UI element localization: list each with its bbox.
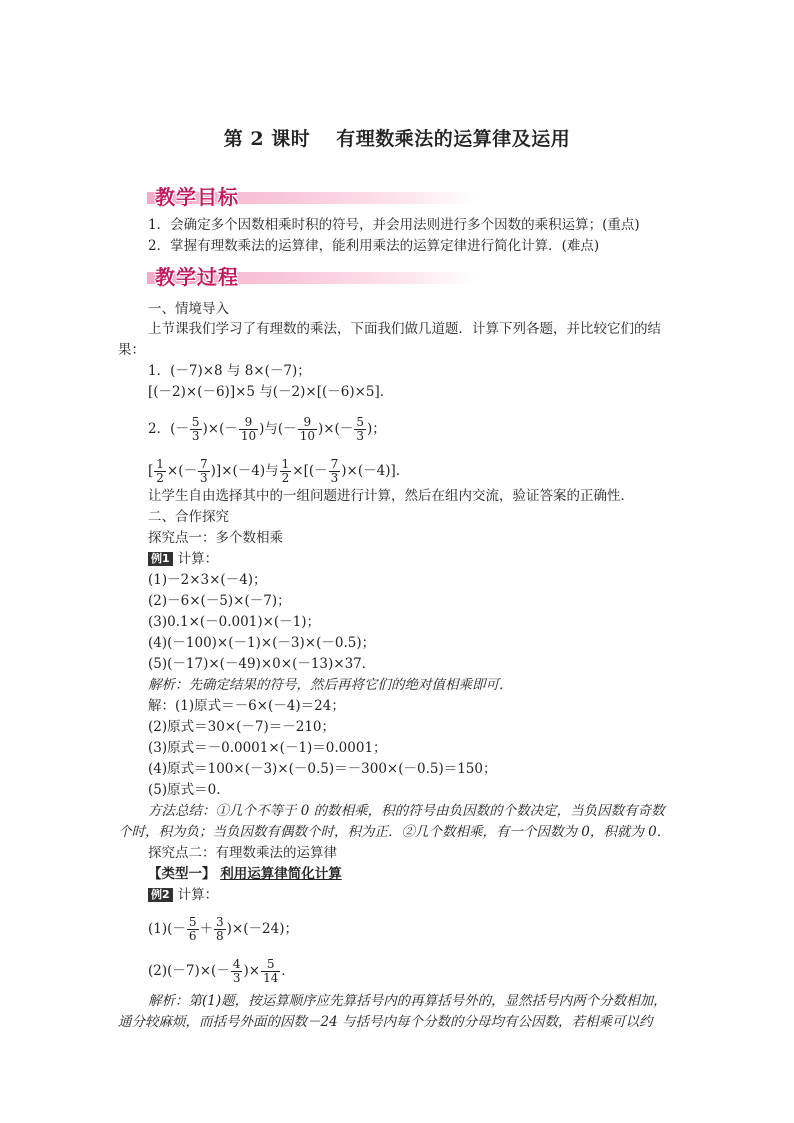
example-1-tag: 例1 [148,552,173,566]
point2-heading: 探究点二：有理数乘法的运算律 [148,845,337,861]
fraction: $\frac{5}{14}$ [263,957,279,985]
intro-para-line1: 上节课我们学习了有理数的乘法，下面我们做几道题．计算下列各题，并比较它们的结 [148,321,661,337]
goals-banner-label: 教学目标 [155,185,239,209]
solution-line-1: 解：(1)原式＝－6×(－4)＝24； [148,698,345,714]
intro-para-line2: 果： [118,342,145,358]
question-1b: [(－2)×(－6)]×5 与(－2)×[(－6)×5]． [148,384,394,400]
explore-heading: 二、合作探究 [148,509,229,525]
goal-item-1: 1．会确定多个因数相乘时积的符号，并会用法则进行多个因数的乘积运算；(重点) [148,217,640,233]
process-banner [147,264,475,288]
goals-banner [147,184,475,208]
fraction: $\frac{9}{10}$ [299,415,315,443]
example2-item-1: (1)(－ $\frac{5}{6}$ ＋ $\frac{3}{8}$ )×(－24)； [148,915,298,943]
analysis-2-line2: 通分较麻烦，而括号外面的因数－24 与括号内每个分数的分母均有公因数，若相乘可以约 [118,1014,653,1030]
point1-heading: 探究点一：多个数相乘 [148,530,283,546]
example1-header: 例1 计算： [148,550,218,568]
fraction: $\frac{4}{3}$ [232,957,241,985]
analysis-1: 解析：先确定结果的符号，然后再将它们的绝对值相乘即可． [148,677,513,693]
lesson-number: 第 2 课时 [223,128,311,150]
intro-after: 让学生自由选择其中的一组问题进行计算，然后在组内交流，验证答案的正确性． [148,488,634,504]
analysis-2-line1: 解析：第(1)题，按运算顺序应先算括号内的再算括号外的，显然括号内两个分数相加， [148,993,667,1009]
lesson-topic: 有理数乘法的运算律及运用 [336,128,571,150]
example1-item-3: (3)0.1×(－0.001)×(－1)； [148,614,321,630]
solution-line-2: (2)原式＝30×(－7)＝－210； [148,719,336,735]
solution-line-5: (5)原式＝0. [148,782,221,798]
example1-item-4: (4)(－100)×(－1)×(－3)×(－0.5)； [148,635,376,651]
process-banner-label: 教学过程 [155,265,239,289]
goal-item-2: 2．掌握有理数乘法的运算律，能利用乘法的运算定律进行简化计算．(难点) [148,238,600,254]
fraction: $\frac{3}{8}$ [216,915,224,943]
page-title [0,124,794,151]
fraction: $\frac{7}{3}$ [330,457,339,485]
method-summary-line1: 方法总结：①几个不等于 0 的数相乘，积的符号由负因数的个数决定，当负因数有奇数 [148,803,665,819]
intro-heading: 一、情境导入 [148,301,229,317]
method-summary-line2: 个时，积为负；当负因数有偶数个时，积为正．②几个数相乘，有一个因数为 0，积就为 0． [118,824,671,840]
fraction: $\frac{9}{10}$ [240,415,257,443]
type1-heading: 【类型一】 利用运算律简化计算 [148,866,342,882]
fraction: $\frac{1}{2}$ [281,457,290,485]
question-2b: [ $\frac{1}{2}$ ×(－ $\frac{7}{3}$ )]×(－4)与 $\frac{1}{2}$ ×[(－ $\frac{7}{3}$ )×(－4)]． [148,457,410,485]
example-2-tag: 例2 [148,888,173,902]
example1-item-2: (2)－6×(－5)×(－7)； [148,593,291,609]
example2-item-2: (2)(－7)×(－ $\frac{4}{3}$ )× $\frac{5}{14}$ ． [148,957,295,985]
fraction: $\frac{5}{6}$ [188,915,197,943]
solution-line-3: (3)原式＝－0.0001×(－1)＝0.0001； [148,740,387,756]
fraction: $\frac{5}{3}$ [191,415,200,443]
question-1a: 1．(－7)×8 与 8×(－7)； [148,363,311,379]
fraction: $\frac{1}{2}$ [156,457,164,485]
question-2a: 2．(－ $\frac{5}{3}$ )×(－ $\frac{9}{10}$ )与(－ $\frac{9}{10}$ )×(－ $\frac{5}{3}$ )； [148,415,386,443]
example2-header: 例2 计算： [148,886,218,904]
example1-item-5: (5)(－17)×(－49)×0×(－13)×37． [148,656,376,672]
example1-item-1: (1)－2×3×(－4)； [148,572,267,588]
fraction: $\frac{7}{3}$ [200,457,208,485]
solution-line-4: (4)原式＝100×(－3)×(－0.5)＝－300×(－0.5)＝150； [148,761,497,777]
fraction: $\frac{5}{3}$ [356,415,364,443]
